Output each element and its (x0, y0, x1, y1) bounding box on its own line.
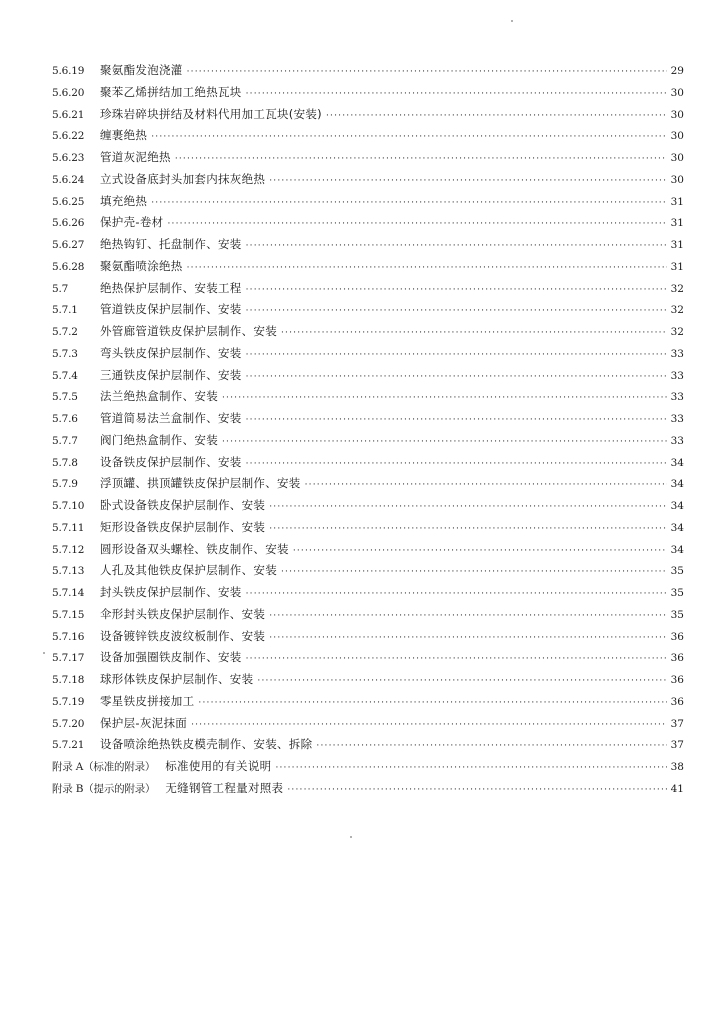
toc-entry-page-number: 33 (670, 391, 684, 404)
toc-entry-page-number: 38 (670, 761, 684, 773)
toc-entry-title: 外管廊管道铁皮保护层制作、安装 (100, 324, 277, 338)
toc-entry[interactable] (52, 60, 684, 82)
toc-entry-title: 保护壳-卷材 (100, 215, 164, 230)
toc-entry-title: 设备镀锌铁皮波纹板制作、安装 (100, 628, 266, 643)
toc-dot-leader (269, 497, 667, 519)
toc-entry-title: 保护层-灰泥抹面 (100, 715, 188, 730)
toc-entry[interactable] (52, 691, 684, 713)
toc-entry-number: 5.6.26 (52, 217, 85, 230)
toc-entry[interactable] (52, 517, 684, 539)
toc-entry[interactable] (52, 713, 684, 735)
toc-entry-title: 聚苯乙烯拼结加工绝热瓦块 (100, 84, 242, 99)
toc-entry-page-number: 32 (670, 282, 684, 295)
toc-entry[interactable] (52, 539, 684, 561)
toc-entry-number: 5.7.17 (52, 652, 85, 665)
toc-dot-leader (246, 236, 667, 258)
toc-dot-leader (269, 606, 667, 628)
toc-entry-number: 5.6.25 (52, 195, 85, 208)
toc-dot-leader (151, 127, 667, 149)
toc-dot-leader (305, 475, 667, 497)
toc-entry-title: 聚氨酯发泡浇灌 (100, 63, 183, 77)
toc-dot-leader (281, 562, 667, 584)
toc-entry[interactable] (52, 756, 684, 778)
toc-entry-number: 附录 A（标准的附录） (52, 761, 156, 773)
toc-entry-number: 5.7 (52, 282, 69, 295)
toc-entry-title: 标准使用的有关说明 (165, 759, 272, 773)
toc-entry-page-number: 34 (670, 456, 684, 469)
toc-entry-title: 球形体铁皮保护层制作、安装 (100, 672, 254, 686)
toc-entry[interactable] (52, 647, 684, 669)
toc-entry[interactable] (52, 256, 684, 278)
toc-entry-title: 伞形封头铁皮保护层制作、安装 (100, 606, 266, 621)
toc-dot-leader (257, 671, 667, 693)
toc-entry-title: 珍珠岩碎块拼结及材料代用加工瓦块(安装) (100, 106, 322, 121)
scan-speck (43, 652, 45, 654)
toc-entry-title: 法兰绝热盒制作、安装 (100, 389, 218, 404)
toc-entry-title: 管道简易法兰盒制作、安装 (100, 411, 242, 425)
toc-dot-leader (269, 171, 667, 193)
toc-entry[interactable] (52, 734, 684, 756)
toc-entry-title: 零星铁皮拼接加工 (100, 693, 195, 708)
toc-entry[interactable] (52, 473, 684, 495)
toc-entry-page-number: 35 (670, 608, 684, 621)
toc-entry-number: 5.6.19 (52, 65, 85, 77)
toc-entry[interactable] (52, 343, 684, 365)
toc-entry-page-number: 30 (670, 173, 684, 186)
toc-entry[interactable] (52, 560, 684, 582)
toc-entry-page-number: 34 (670, 478, 684, 491)
toc-entry-page-number: 36 (670, 652, 684, 665)
toc-entry-page-number: 33 (670, 413, 684, 425)
toc-entry-page-number: 32 (670, 304, 684, 317)
toc-entry-title: 管道铁皮保护层制作、安装 (100, 302, 242, 317)
toc-entry-number: 5.7.9 (52, 478, 78, 491)
toc-entry-number: 5.7.10 (52, 500, 85, 512)
toc-entry-title: 绝热钩钉、托盘制作、安装 (100, 237, 242, 251)
toc-entry[interactable] (52, 321, 684, 343)
toc-entry-title: 阀门绝热盒制作、安装 (100, 432, 218, 447)
toc-entry-title: 矩形设备铁皮保护层制作、安装 (100, 519, 266, 534)
toc-entry-page-number: 31 (670, 217, 684, 230)
toc-entry-title: 人孔及其他铁皮保护层制作、安装 (100, 563, 277, 578)
toc-entry[interactable] (52, 626, 684, 648)
toc-entry[interactable] (52, 82, 684, 104)
toc-entry[interactable] (52, 234, 684, 256)
toc-dot-leader (222, 432, 667, 454)
toc-entry-title: 管道灰泥绝热 (100, 150, 171, 164)
toc-dot-leader (269, 519, 667, 541)
toc-dot-leader (275, 758, 667, 780)
toc-entry-number: 5.6.22 (52, 130, 85, 143)
toc-entry[interactable] (52, 452, 684, 474)
toc-entry[interactable] (52, 191, 684, 213)
toc-entry-page-number: 30 (670, 152, 684, 164)
toc-entry-page-number: 41 (670, 782, 684, 795)
toc-entry-title: 浮顶罐、拱顶罐铁皮保护层制作、安装 (100, 476, 301, 491)
toc-entry[interactable] (52, 408, 684, 430)
toc-dot-leader (293, 541, 667, 563)
toc-entry[interactable] (52, 169, 684, 191)
toc-entry-number: 5.7.5 (52, 391, 78, 404)
toc-dot-leader (175, 149, 667, 171)
toc-entry-number: 5.7.11 (52, 521, 85, 534)
toc-entry[interactable] (52, 278, 684, 300)
toc-entry-page-number: 30 (670, 130, 684, 143)
toc-dot-leader (151, 193, 667, 215)
toc-entry-title: 缠裹绝热 (100, 128, 148, 143)
toc-entry-number: 5.6.28 (52, 260, 85, 273)
toc-entry-number: 5.7.3 (52, 347, 78, 360)
toc-dot-leader (326, 106, 667, 128)
toc-entry[interactable] (52, 125, 684, 147)
toc-entry-title: 聚氨酯喷涂绝热 (100, 258, 183, 273)
toc-entry-title: 三通铁皮保护层制作、安装 (100, 367, 242, 382)
toc-entry[interactable] (52, 669, 684, 691)
toc-entry-number: 5.7.19 (52, 695, 85, 708)
toc-entry-page-number: 31 (670, 239, 684, 251)
toc-dot-leader (246, 280, 667, 302)
toc-entry[interactable] (52, 299, 684, 321)
toc-entry-title: 绝热保护层制作、安装工程 (100, 280, 242, 295)
toc-entry-number: 5.7.4 (52, 369, 78, 382)
toc-entry-title: 填充绝热 (100, 193, 148, 208)
toc-entry-number: 5.7.20 (52, 717, 85, 730)
toc-entry-number: 5.7.2 (52, 326, 78, 338)
toc-dot-leader (246, 367, 667, 389)
toc-entry-title: 封头铁皮保护层制作、安装 (100, 585, 242, 599)
toc-dot-leader (246, 649, 667, 671)
toc-entry-number: 5.7.16 (52, 630, 85, 643)
toc-entry-number: 5.7.1 (52, 304, 78, 317)
toc-entry[interactable] (52, 582, 684, 604)
toc-entry-page-number: 35 (670, 565, 684, 578)
toc-entry[interactable] (52, 430, 684, 452)
scan-speck (350, 836, 352, 838)
toc-dot-leader (187, 258, 667, 280)
toc-entry[interactable] (52, 604, 684, 626)
toc-entry-page-number: 33 (670, 369, 684, 382)
toc-entry-page-number: 37 (670, 717, 684, 730)
toc-entry-title: 无缝钢管工程量对照表 (165, 780, 284, 795)
toc-entry-number: 5.7.15 (52, 608, 85, 621)
toc-entry-page-number: 32 (670, 326, 684, 338)
toc-dot-leader (222, 388, 667, 410)
toc-entry-number: 5.7.12 (52, 543, 85, 556)
toc-entry-title: 设备铁皮保护层制作、安装 (100, 454, 242, 469)
toc-entry[interactable] (52, 778, 684, 800)
toc-entry-number: 5.7.21 (52, 739, 85, 752)
toc-entry-page-number: 36 (670, 695, 684, 708)
toc-dot-leader (246, 301, 667, 323)
toc-entry[interactable] (52, 495, 684, 517)
toc-entry[interactable] (52, 212, 684, 234)
toc-entry-number: 5.6.20 (52, 86, 85, 99)
toc-entry-title: 设备加强圈铁皮制作、安装 (100, 650, 242, 665)
toc-entry-title: 卧式设备铁皮保护层制作、安装 (100, 498, 266, 512)
toc-dot-leader (167, 214, 667, 236)
toc-entry-number: 5.7.7 (52, 434, 78, 447)
toc-dot-leader (246, 584, 667, 606)
toc-entry-page-number: 36 (670, 674, 684, 686)
scan-speck (511, 20, 513, 22)
toc-entry-page-number: 33 (670, 347, 684, 360)
toc-dot-leader (187, 62, 667, 84)
toc-dot-leader (246, 84, 667, 106)
toc-dot-leader (246, 345, 667, 367)
table-of-contents (52, 60, 684, 800)
toc-entry[interactable] (52, 386, 684, 408)
toc-dot-leader (316, 736, 667, 758)
toc-entry-page-number: 30 (670, 86, 684, 99)
toc-entry-page-number: 34 (670, 543, 684, 556)
toc-entry-page-number: 34 (670, 521, 684, 534)
toc-entry-page-number: 33 (670, 434, 684, 447)
toc-entry-number: 5.7.8 (52, 456, 78, 469)
toc-dot-leader (246, 410, 667, 432)
toc-entry[interactable] (52, 365, 684, 387)
toc-entry-number: 5.7.14 (52, 587, 85, 599)
toc-entry-page-number: 31 (670, 260, 684, 273)
toc-dot-leader (269, 628, 667, 650)
toc-entry-number: 5.6.21 (52, 108, 85, 121)
toc-dot-leader (281, 323, 667, 345)
toc-entry-page-number: 30 (670, 108, 684, 121)
toc-entry-title: 立式设备底封头加套内抹灰绝热 (100, 171, 266, 186)
toc-entry-page-number: 36 (670, 630, 684, 643)
toc-entry-page-number: 29 (670, 65, 684, 77)
toc-entry-page-number: 34 (670, 500, 684, 512)
toc-entry-title: 设备喷涂绝热铁皮模壳制作、安装、拆除 (100, 737, 313, 752)
toc-entry[interactable] (52, 104, 684, 126)
toc-dot-leader (246, 454, 667, 476)
toc-entry-page-number: 31 (670, 195, 684, 208)
toc-entry-number: 5.6.23 (52, 152, 85, 164)
toc-entry-title: 弯头铁皮保护层制作、安装 (100, 345, 242, 360)
toc-entry-page-number: 35 (670, 587, 684, 599)
toc-entry-page-number: 37 (670, 739, 684, 752)
toc-entry-number: 5.6.24 (52, 173, 85, 186)
toc-dot-leader (191, 715, 667, 737)
toc-entry-number: 5.7.13 (52, 565, 85, 578)
toc-dot-leader (198, 693, 667, 715)
toc-entry-number: 附录 B（提示的附录） (52, 782, 156, 795)
toc-entry-number: 5.7.18 (52, 674, 85, 686)
toc-dot-leader (287, 780, 667, 802)
toc-entry-number: 5.6.27 (52, 239, 85, 251)
toc-entry-title: 圆形设备双头螺栓、铁皮制作、安装 (100, 541, 289, 556)
toc-entry-number: 5.7.6 (52, 413, 78, 425)
toc-entry[interactable] (52, 147, 684, 169)
